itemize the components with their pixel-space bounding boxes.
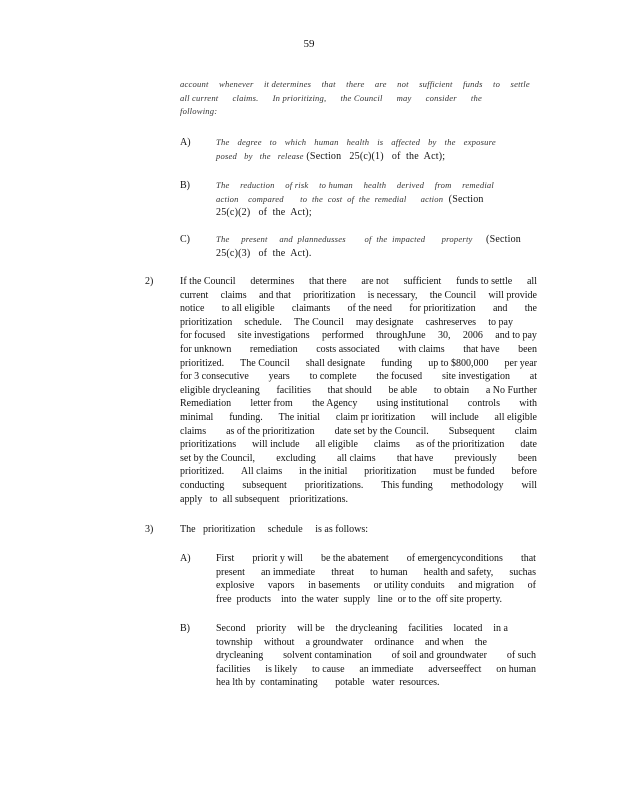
word: that have	[396, 452, 434, 464]
word: to	[269, 137, 277, 147]
word: and that	[258, 289, 291, 301]
word: priority	[256, 623, 287, 634]
word: to complete	[309, 371, 357, 383]
word: not	[397, 79, 409, 89]
word: current	[180, 289, 209, 301]
word: prioritization	[180, 316, 233, 328]
word: that	[321, 79, 336, 89]
word: on human	[496, 663, 536, 675]
word: prioritized.	[180, 466, 225, 478]
word: will include	[252, 439, 300, 451]
word: a No Further	[485, 384, 537, 396]
paragraph-line	[180, 479, 537, 493]
paragraph-line	[180, 397, 537, 411]
word: facilities	[408, 623, 443, 634]
word: of	[527, 580, 536, 592]
item-3-label: 3)	[145, 524, 154, 535]
word: is	[377, 137, 384, 147]
word: of such	[506, 650, 536, 662]
word: the Agency	[312, 398, 358, 410]
intro-paragraph	[180, 78, 530, 119]
word: 2006	[462, 330, 483, 342]
page-number: 59	[303, 38, 315, 50]
paragraph-last-line: free products into the water supply line or to the off site property.	[216, 593, 503, 605]
word: for unknown	[180, 343, 232, 355]
word: priorit y will	[252, 553, 303, 564]
sub-item-b-line-1	[216, 179, 494, 193]
word: of soil and groundwater	[391, 650, 487, 662]
word: be the abatement	[320, 553, 389, 564]
word: may	[396, 92, 412, 103]
paragraph-line	[180, 452, 537, 466]
word: vapors	[267, 580, 295, 592]
word: prioritization	[303, 289, 356, 301]
paragraph-line	[180, 275, 537, 289]
word: methodology	[450, 479, 504, 491]
word: sufficient	[403, 276, 442, 287]
word: affected	[391, 137, 421, 147]
word: in the initial	[299, 466, 348, 478]
paragraph-last-line: hea lth by contaminating potable water resources.	[216, 677, 440, 689]
word: that there	[309, 276, 347, 287]
word: human	[314, 137, 339, 147]
word: site investigations	[237, 330, 310, 342]
word: minimal	[180, 411, 214, 423]
paragraph-line	[216, 566, 536, 580]
word: funds to settle	[456, 276, 513, 287]
word: the focused	[376, 371, 423, 383]
word: all eligible	[315, 439, 358, 451]
word: from	[434, 180, 452, 190]
item-3b-label: B)	[180, 623, 190, 634]
paragraph-line	[216, 663, 536, 677]
word: by	[428, 137, 437, 147]
sub-item-c-line-1: The present and plannedusses of the impacted property (Section	[216, 234, 521, 245]
word: exposure	[463, 137, 496, 147]
word: ordinance	[374, 636, 414, 648]
paragraph-line	[180, 370, 537, 384]
paragraph-line	[216, 552, 536, 566]
word: to	[493, 79, 501, 89]
paragraph-line	[180, 438, 537, 452]
word: and when	[424, 636, 464, 648]
word: an immediate	[359, 663, 414, 675]
paragraph-line	[180, 465, 537, 479]
word: determines	[250, 276, 295, 287]
paragraph-last-line: apply to all subsequent prioritizations.	[180, 493, 349, 505]
paragraph-line	[180, 302, 537, 316]
word: township	[216, 636, 253, 648]
word: Remediation	[180, 398, 232, 410]
word: previously	[454, 452, 497, 464]
word: claim pr ioritization	[335, 411, 416, 423]
sub-item-b-label: B)	[180, 180, 190, 191]
word: is likely	[265, 663, 298, 675]
word: been	[518, 452, 537, 464]
word: of risk	[285, 180, 309, 190]
sub-item-c-label: C)	[180, 234, 190, 245]
paragraph-line	[180, 289, 537, 303]
word: or utility conduits	[373, 580, 445, 592]
word: funding	[381, 357, 413, 369]
word: claim	[514, 425, 537, 437]
word: drycleaning	[216, 650, 264, 662]
word: to human	[319, 180, 353, 190]
word: up to $800,000	[428, 357, 489, 369]
word: that have	[463, 343, 500, 355]
word: derived	[396, 180, 425, 190]
word: If the Council	[180, 276, 236, 287]
word: performed	[322, 330, 364, 342]
word: be able	[388, 384, 418, 396]
word: and migration	[458, 580, 515, 592]
item-3a-paragraph	[216, 552, 536, 606]
word: account	[180, 79, 209, 89]
word: claimants	[291, 303, 331, 315]
word: costs associated	[316, 343, 380, 355]
word: been	[518, 343, 537, 355]
paragraph-line	[180, 357, 537, 371]
word: for 3 consecutive	[180, 371, 249, 383]
sub-item-b-text	[216, 179, 494, 220]
word: the drycleaning	[335, 623, 398, 634]
word: consider	[425, 92, 457, 103]
intro-line-1	[180, 78, 530, 92]
word: the	[470, 92, 482, 103]
word: Second	[216, 623, 246, 634]
sub-item-b-line-3: 25(c)(2) of the Act);	[216, 207, 312, 219]
word: cashreserves	[425, 316, 477, 328]
paragraph-line	[180, 316, 513, 330]
word: conducting	[180, 479, 225, 491]
word: for prioritization	[409, 303, 476, 315]
sub-item-a-line-2: posed by the release (Section 25(c)(1) of the Act);	[216, 150, 446, 162]
word: adverseeffect	[428, 663, 482, 675]
word: a groundwater	[305, 636, 364, 648]
word: all claims	[337, 452, 376, 464]
paragraph-line	[216, 622, 508, 636]
paragraph-line	[180, 425, 537, 439]
word: remediation	[249, 343, 298, 355]
word: funds	[463, 79, 483, 89]
word: all eligible	[494, 411, 537, 423]
word: 30,	[437, 330, 451, 342]
word: for focused	[180, 330, 226, 342]
word: The	[216, 137, 230, 147]
word: claims	[180, 425, 207, 437]
paragraph-line	[216, 649, 536, 663]
word: to obtain	[433, 384, 470, 396]
word: In prioritizing,	[272, 92, 327, 103]
word: the Council	[340, 92, 383, 103]
word: before	[511, 466, 537, 478]
word: shall designate	[305, 357, 366, 369]
word: of emergencyconditions	[406, 553, 503, 564]
paragraph-line	[180, 411, 537, 425]
sub-item-b-line-2: action compared to the cost of the remedial action (Section	[216, 193, 484, 205]
word: in a	[493, 623, 508, 634]
word: are not	[361, 276, 389, 287]
word: letter from	[250, 398, 293, 410]
word: of the need	[347, 303, 392, 315]
word: to human	[370, 566, 408, 578]
word: the	[524, 303, 537, 315]
word: schedule.	[244, 316, 282, 328]
sub-item-a-label: A)	[180, 137, 191, 148]
word: at	[529, 371, 537, 383]
word: as of the prioritization	[415, 439, 505, 451]
word: notice	[180, 303, 205, 315]
word: date	[520, 439, 537, 451]
word: prioritized.	[180, 357, 225, 369]
word: all current	[180, 92, 219, 103]
word: threat	[331, 566, 354, 578]
item-2-label: 2)	[145, 276, 154, 287]
paragraph-line	[180, 329, 537, 343]
word: prioritizations.	[304, 479, 364, 491]
word: The Council	[294, 316, 344, 328]
word: is necessary,	[367, 289, 418, 301]
intro-line-2	[180, 92, 482, 106]
word: which	[284, 137, 307, 147]
word: First	[216, 553, 235, 564]
word: health	[346, 137, 370, 147]
word: to pay	[488, 316, 513, 328]
paragraph-line	[180, 343, 537, 357]
word: remedial	[462, 180, 494, 190]
word: site investigation	[441, 371, 510, 383]
word: and to pay	[495, 330, 537, 342]
word: as of the prioritization	[226, 425, 315, 437]
word: will provide	[488, 289, 537, 301]
word: with	[519, 398, 537, 410]
word: the	[444, 137, 456, 147]
word: explosive	[216, 580, 255, 592]
word: All claims	[240, 466, 283, 478]
word: will	[521, 479, 537, 491]
word: claims.	[232, 92, 259, 103]
word: facilities	[216, 663, 251, 675]
word: must be funded	[433, 466, 495, 478]
intro-line-3: following:	[180, 106, 218, 117]
word: using institutional	[376, 398, 449, 410]
paragraph-line	[216, 636, 487, 650]
word: settle	[510, 79, 530, 89]
word: there	[346, 79, 365, 89]
word: suchas	[509, 566, 536, 578]
word: to cause	[312, 663, 345, 675]
word: without	[263, 636, 295, 648]
word: to all eligible	[221, 303, 275, 315]
item-3a-label: A)	[180, 553, 191, 564]
word: throughJune	[376, 330, 426, 342]
word: degree	[237, 137, 262, 147]
word: facilities	[276, 384, 311, 396]
word: set by the Council,	[180, 452, 255, 464]
word: years	[268, 371, 290, 383]
word: with claims	[398, 343, 445, 355]
sub-item-a-text	[216, 136, 496, 163]
word: subsequent	[242, 479, 287, 491]
sub-item-a-line-1	[216, 136, 496, 150]
word: excluding	[276, 452, 316, 464]
paragraph-line	[216, 579, 536, 593]
word: funding.	[229, 411, 263, 423]
word: health	[363, 180, 387, 190]
word: The initial	[278, 411, 321, 423]
word: The	[216, 180, 230, 190]
word: eligible drycleaning	[180, 384, 260, 396]
word: an immediate	[260, 566, 316, 578]
word: controls	[467, 398, 500, 410]
word: claims	[373, 439, 400, 451]
word: located	[453, 623, 483, 634]
word: the Council	[429, 289, 477, 301]
word: prioritizations	[180, 439, 237, 451]
word: reduction	[240, 180, 275, 190]
word: will include	[431, 411, 479, 423]
word: Subsequent	[448, 425, 495, 437]
word: claims	[220, 289, 247, 301]
paragraph-line	[180, 384, 537, 398]
word: that should	[327, 384, 372, 396]
word: This funding	[381, 479, 433, 491]
word: will be	[297, 623, 325, 634]
sub-item-c-line-2: 25(c)(3) of the Act).	[216, 247, 312, 259]
word: all	[526, 276, 537, 287]
word: per year	[504, 357, 537, 369]
item-3-intro: The prioritization schedule is as follows:	[180, 524, 369, 535]
word: sufficient	[419, 79, 453, 89]
word: prioritization	[364, 466, 417, 478]
word: the	[474, 636, 487, 648]
word: The Council	[240, 357, 290, 369]
word: that	[520, 553, 536, 564]
item-3b-paragraph	[216, 622, 536, 690]
sub-item-c-text	[216, 233, 521, 260]
word: solvent contamination	[283, 650, 372, 662]
word: in basements	[308, 580, 361, 592]
word: date set by the Council.	[334, 425, 429, 437]
word: whenever	[219, 79, 254, 89]
word: are	[374, 79, 387, 89]
word: it determines	[263, 79, 312, 89]
word: may designate	[355, 316, 414, 328]
word: and	[492, 303, 508, 315]
word: present	[216, 566, 245, 578]
item-2-paragraph	[180, 275, 537, 506]
word: health and safety,	[423, 566, 494, 578]
